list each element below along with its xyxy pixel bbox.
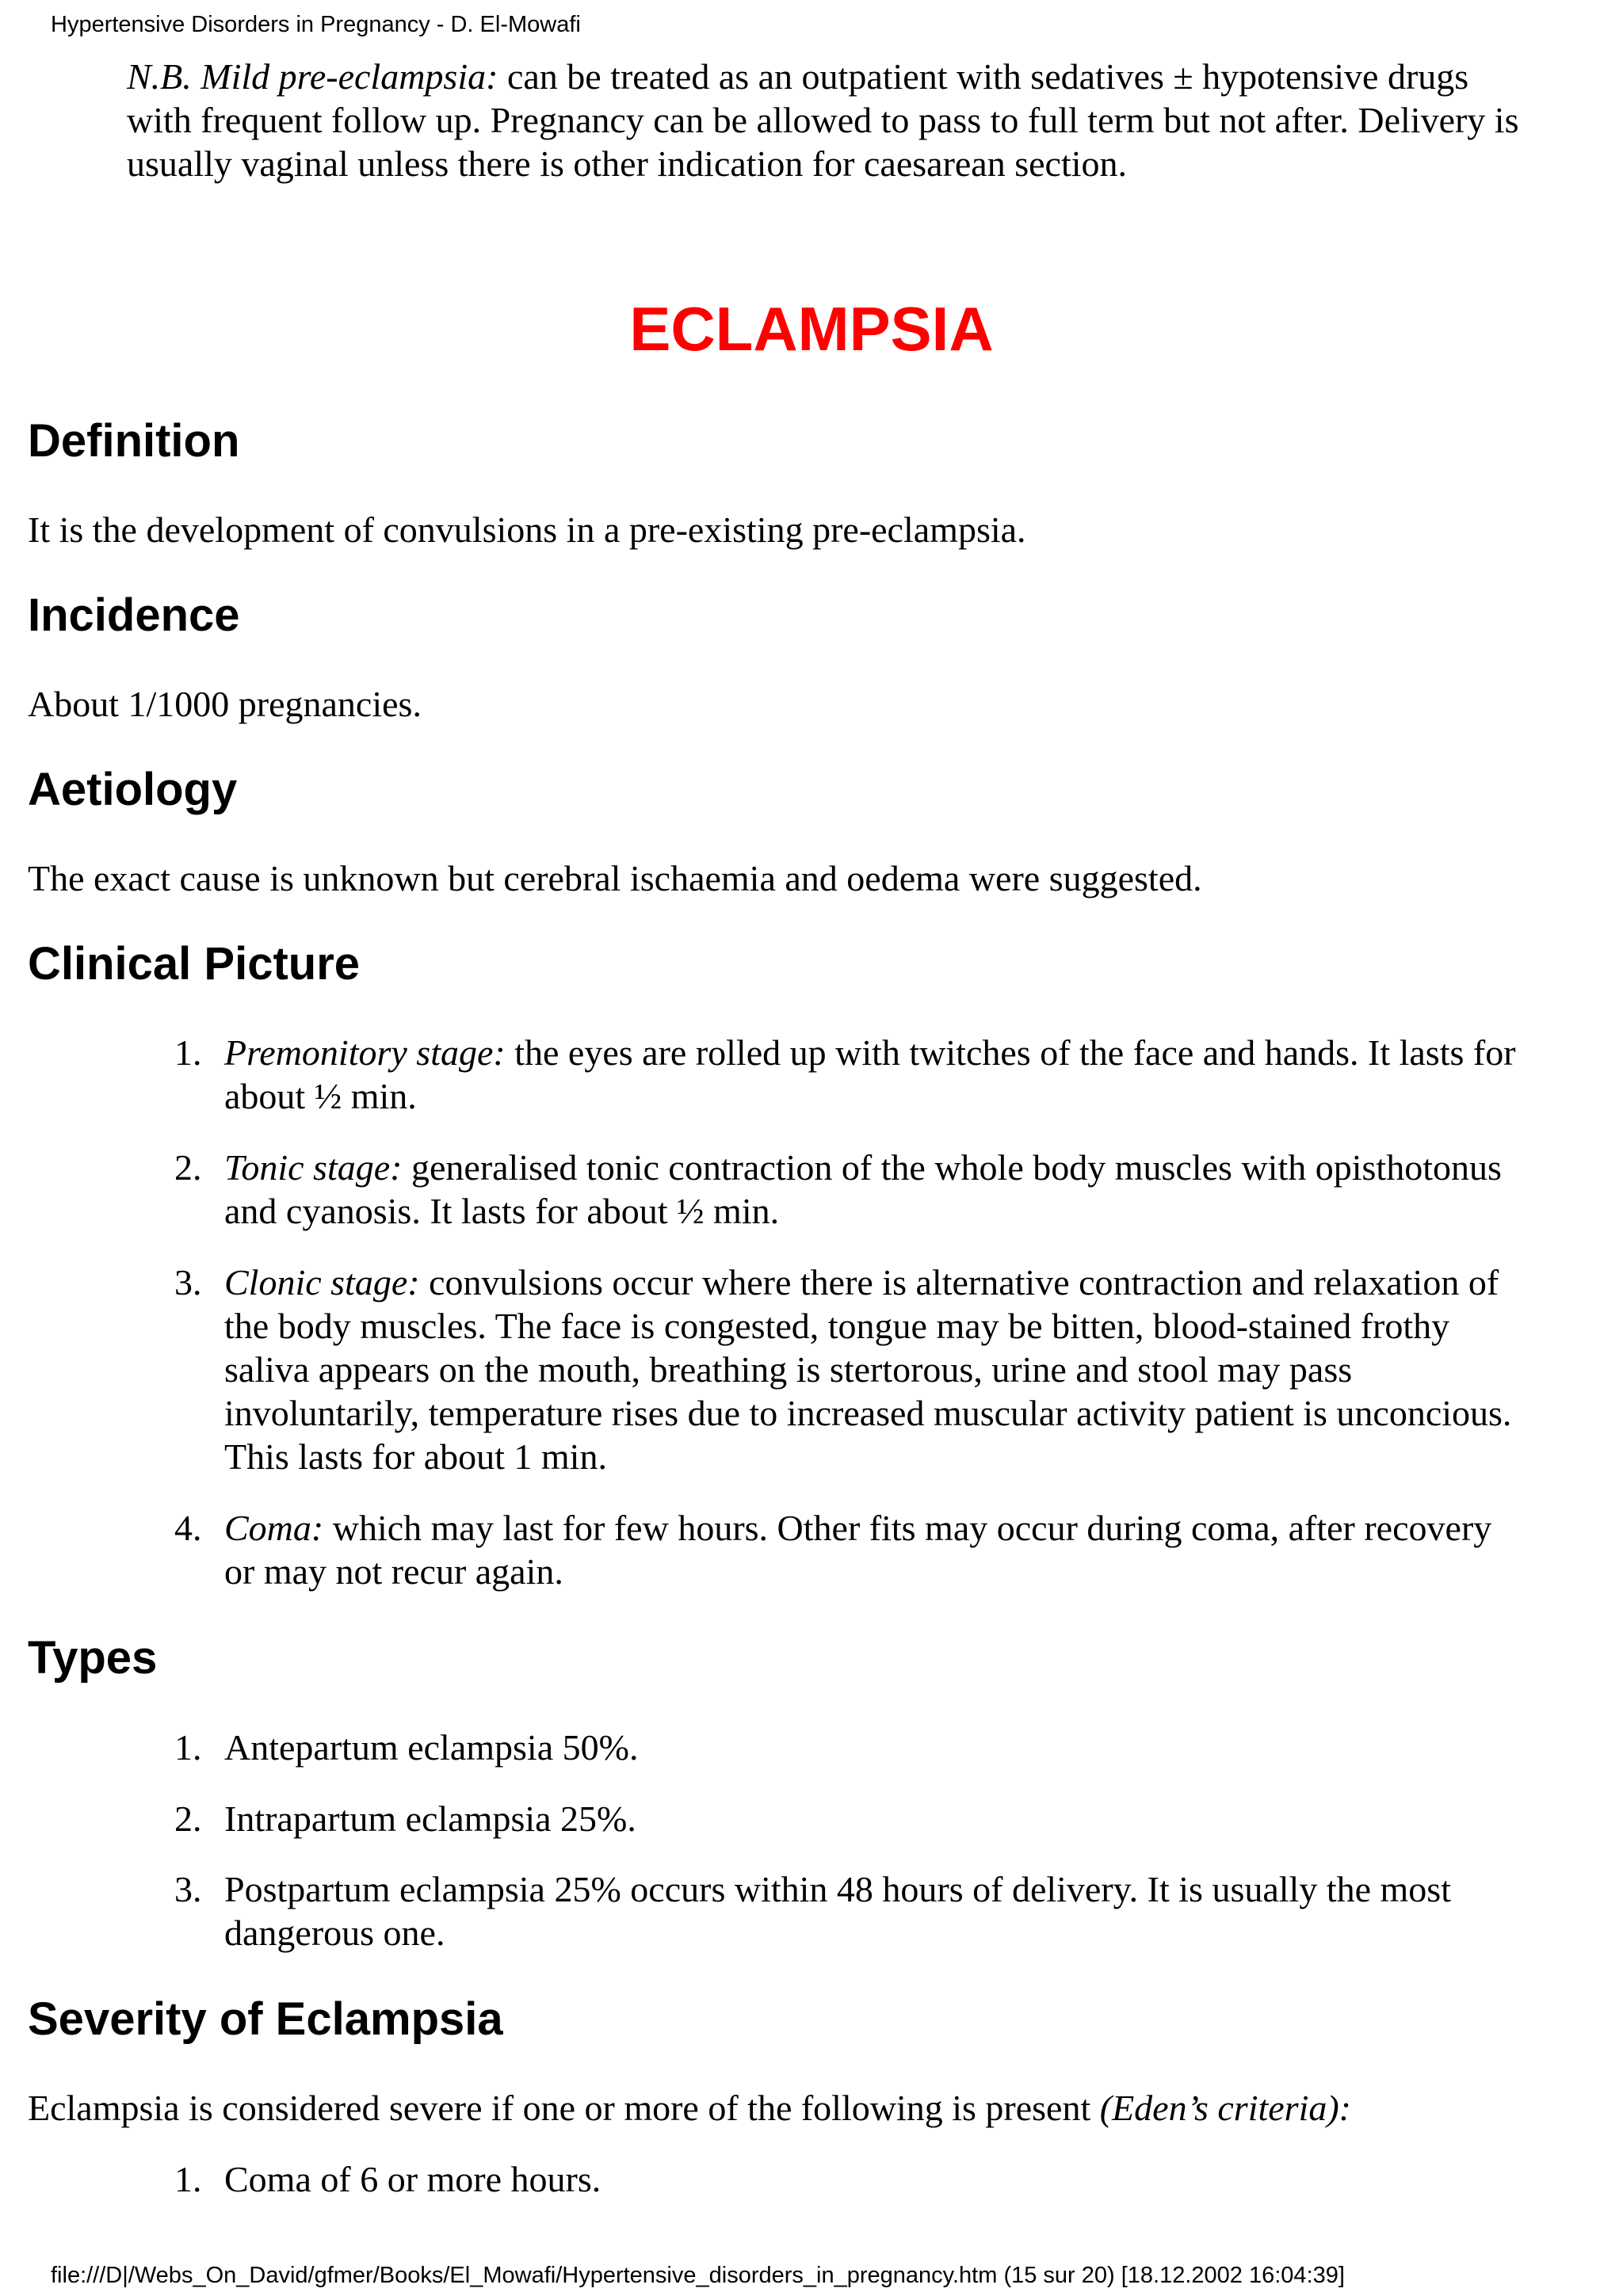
list-number: 1.	[174, 2159, 202, 2199]
page-title: ECLAMPSIA	[629, 294, 994, 364]
list-text	[224, 1506, 1522, 1593]
clinical-heading: Clinical Picture	[28, 938, 361, 990]
list-lead: Coma:	[224, 1508, 324, 1548]
list-text	[224, 1146, 1522, 1233]
list-text: Postpartum eclampsia 25% occurs within 48 hours of delivery. It is usually the most dangerous one.	[224, 1869, 1451, 1953]
list-number: 1.	[174, 1032, 202, 1073]
list-number: 4.	[174, 1508, 202, 1548]
severity-criteria: (Eden’s criteria):	[1099, 2088, 1352, 2128]
list-item	[174, 1031, 1522, 1118]
list-text	[224, 1261, 1522, 1478]
list-item	[174, 2157, 1522, 2201]
list-number: 1.	[174, 1727, 202, 1768]
definition-text: It is the development of convulsions in a pre-existing pre-eclampsia.	[28, 509, 1026, 550]
list-text	[224, 1031, 1522, 1118]
incidence-heading: Incidence	[28, 589, 240, 641]
list-number: 2.	[174, 1798, 202, 1839]
list-body: which may last for few hours. Other fits may occur during coma, after recovery or may not recur again.	[224, 1508, 1492, 1592]
severity-heading: Severity of Eclampsia	[28, 1993, 503, 2045]
list-item	[174, 1261, 1522, 1478]
definition-heading: Definition	[28, 415, 240, 467]
page-header: Hypertensive Disorders in Pregnancy - D. El-Mowafi	[51, 12, 581, 37]
list-body: the eyes are rolled up with twitches of the face and hands. It lasts for about ½ min.	[224, 1032, 1516, 1116]
nb-lead: N.B. Mild pre-eclampsia:	[127, 56, 498, 97]
list-text: Coma of 6 or more hours.	[224, 2159, 601, 2199]
severity-intro	[28, 2086, 1351, 2130]
list-item	[174, 1506, 1522, 1593]
list-body: convulsions occur where there is alternative contraction and relaxation of the body muscles. The face is congested, tongue may be bitten, blood-stained frothy saliva appears on the mouth, breathing is stertorous, urine and stool may pass involuntarily, temperature rises due to increased muscular activity patient is unconcious. This lasts for about 1 min.	[224, 1262, 1512, 1477]
types-heading: Types	[28, 1632, 158, 1684]
severity-intro-text: Eclampsia is considered severe if one or more of the following is present	[28, 2088, 1100, 2128]
list-lead: Premonitory stage:	[224, 1032, 506, 1073]
list-number: 3.	[174, 1869, 202, 1909]
aetiology-heading: Aetiology	[28, 764, 238, 815]
list-number: 2.	[174, 1147, 202, 1188]
list-lead: Clonic stage:	[224, 1262, 420, 1302]
list-item	[174, 1797, 1522, 1840]
list-item	[174, 1146, 1522, 1233]
list-body: generalised tonic contraction of the whole body muscles with opisthotonus and cyanosis. It lasts for about ½ min.	[224, 1147, 1502, 1231]
incidence-text: About 1/1000 pregnancies.	[28, 684, 422, 724]
list-lead: Tonic stage:	[224, 1147, 403, 1188]
nb-text: can be treated as an outpatient with sedatives ± hypotensive drugs with frequent follow up. Pregnancy can be allowed to pass to full term but not after. Delivery is usually vaginal unless there is other indication for caesarean section.	[127, 56, 1519, 184]
list-text: Intrapartum eclampsia 25%.	[224, 1798, 636, 1839]
list-number: 3.	[174, 1262, 202, 1302]
list-item	[174, 1726, 1522, 1769]
list-item	[174, 1867, 1522, 1955]
list-text: Antepartum eclampsia 50%.	[224, 1727, 639, 1768]
aetiology-text: The exact cause is unknown but cerebral ischaemia and oedema were suggested.	[28, 858, 1202, 898]
page-footer: file:///D|/Webs_On_David/gfmer/Books/El_Mowafi/Hypertensive_disorders_in_pregnancy.htm (15 sur 20) [18.12.2002 16:04:39]	[51, 2263, 1345, 2288]
nb-paragraph	[127, 55, 1537, 185]
